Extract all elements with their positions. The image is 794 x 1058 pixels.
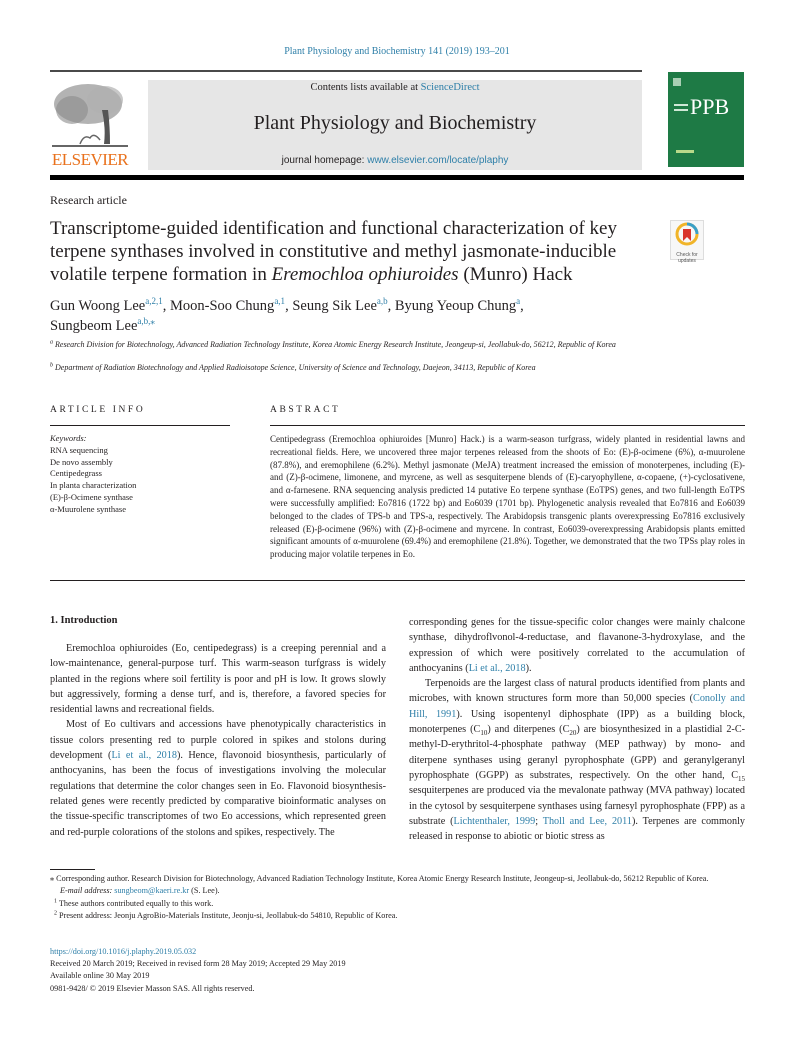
elsevier-wordmark: ELSEVIER [51, 150, 129, 169]
citation-link[interactable]: Conolly and Hill, 1991 [409, 693, 745, 720]
cover-footer-mark [676, 150, 694, 153]
section-heading-introduction: 1. Introduction [50, 615, 118, 626]
journal-homepage [148, 155, 642, 166]
footnote-email: E-mail address: sungbeom@kaeri.re.kr (S. Lee). [60, 886, 220, 896]
available-online: Available online 30 May 2019 [50, 971, 150, 981]
author[interactable]: Gun Woong Lee$^{a,2,1}$ [50, 296, 163, 314]
author[interactable]: Byung Yeoup Chung$^a$ [394, 296, 521, 314]
footnote-rule [50, 869, 95, 870]
title-text: Transcriptome-guided identification and functional characterization of key terpene synthases involved in constitutive and methyl jasmonate-inducible volatile terpene formation in [50, 218, 617, 285]
article-info-rule [50, 425, 230, 426]
cover-publisher-mark [673, 78, 681, 86]
author[interactable]: Sungbeom Lee$^{a,b,⁎}$ [50, 316, 155, 334]
author[interactable]: Moon-Soo Chung$^{a,1}$ [169, 296, 286, 314]
footnote-2: $^2$ Present address: Jeonju AgroBio-Materials Institute, Jeonju-si, Jeollabuk-do 54810, Republic of Korea. [54, 910, 398, 921]
keywords-label: Keywords: [50, 433, 87, 443]
footnote-corresponding: ⁎ Corresponding author. Research Division for Biotechnology, Advanced Radiation Technology Institute, Korea Atomic Energy Research Institute, Jeongeup-si, Jeollabuk-do, 56212 Republic of Korea. [50, 874, 709, 883]
abstract-bottom-rule [50, 580, 745, 581]
check-for-updates-button[interactable] [670, 220, 704, 264]
keyword: α-Muurolene synthase [50, 503, 126, 514]
affiliation-b: $^b$ Department of Radiation Biotechnology and Applied Radioisotope Science, University of Science and Technology, Daejeon, 34113, Republic of Korea [50, 362, 536, 372]
doi-link[interactable]: https://doi.org/10.1016/j.plaphy.2019.05.032 [50, 947, 197, 956]
sciencedirect-link[interactable]: ScienceDirect [420, 82, 480, 93]
footnote-1: $^1$ These authors contributed equally to this work. [54, 898, 214, 908]
contents-line [148, 82, 642, 93]
intro-left-column [50, 641, 386, 840]
homepage-prefix: journal homepage: [281, 155, 368, 166]
title-species: Eremochloa ophiuroides [271, 264, 459, 285]
journal-title: Plant Physiology and Biochemistry [253, 112, 537, 134]
copyright: 0981-9428/ © 2019 Elsevier Masson SAS. All rights reserved. [50, 983, 255, 993]
contents-prefix: Contents lists available at [310, 82, 421, 93]
keyword: In planta characterization [50, 480, 137, 491]
abstract-rule [270, 425, 745, 426]
crossmark-icon [671, 221, 703, 247]
journal-cover-thumbnail [668, 72, 744, 167]
citation-link[interactable]: Li et al., 2018 [468, 662, 526, 674]
masthead-top-rule [50, 70, 642, 72]
author[interactable]: Seung Sik Lee$^{a,b}$ [292, 296, 388, 314]
keyword: De novo assembly [50, 456, 113, 467]
abstract-text: Centipedegrass (Eremochloa ophiuroides [Munro] Hack.) is a warm-season turfgrass, widely planted in residential lawns and recreational fields. Here, we uncovered three major terpenes released from the shoots of Eo: (E)-β-ocimene (6%), α-muurolene (87.8%), and eremophilene (6.2%). Methyl jasmonate (MeJA) treatment increased the emission of monoterpenes, including (E)- and (Z)-β-ocimene, limonene, and myrcene, as well as sesquiterpene blends of (E)-caryophyllene, α-copaene, (+)-cyclosativene, and α-farnesene. RNA sequencing analysis predicted 14 putative Eo terpene synthase (EoTPS) genes, and two full-length EoTPS were successfully amplified: Eo7816 (1722 bp) and Eo6039 (1701 bp). Phylogenetic analysis revealed that Eo7816 and Eo6039 belonged to the clades of TPS-b and TPS-a, respectively. The Arabidopsis transgenic plants overexpressing Eo7816 exclusively released (E)-β-ocimene (96%) with (Z)-β-ocimene and myrcene. In contrast, Eo6039-overexpressing Arabidopsis plants emitted significant amounts of α-muurolene (69.4%) and eremophilene (21.8%). Together, we demonstrated that the two TPSs play roles in producing major volatile terpenes in Eo. [270, 434, 745, 560]
article-info-heading: ARTICLE INFO [50, 405, 146, 415]
citation-link[interactable]: Lichtenthaler, 1999 [453, 815, 536, 827]
citation-link[interactable]: Tholl and Lee, 2011 [542, 815, 632, 827]
keyword: (E)-β-Ocimene synthase [50, 491, 133, 502]
email-link[interactable]: sungbeom@kaeri.re.kr [114, 886, 190, 896]
running-head[interactable]: Plant Physiology and Biochemistry 141 (2019) 193–201 [284, 46, 510, 57]
keyword: RNA sequencing [50, 444, 108, 455]
intro-right-column [409, 615, 745, 844]
keyword: Centipedegrass [50, 468, 102, 479]
abstract-heading: ABSTRACT [270, 405, 341, 415]
intro-paragraph-2: Most of Eo cultivars and accessions have phenotypically characteristics in tissue colors presenting red to purple colored in spikes and stolons during development (Li et al., 2018). Hence, flavonoid biosynthesis, particularly of anthocyanins, has been the focus of investigations involving the molecular regulations that determine the color changes seen in Eo. Flavonoid biosynthesis-related genes were recently predicted by comparative bioinformatic analyses on the tissue-specific transcriptomes of two Eo accessions, which represented green and red-purple colorations of the stolons and spikes, respectively. The [50, 719, 386, 838]
masthead-bottom-rule [50, 175, 744, 180]
cover-subtitle-line [674, 104, 688, 106]
crossmark-label: Check for updates [676, 252, 698, 264]
article-meta [50, 946, 550, 995]
received-dates: Received 20 March 2019; Received in revised form 28 May 2019; Accepted 29 May 2019 [50, 959, 346, 969]
intro-paragraph-4: Terpenoids are the largest class of natural products identified from plants and microbes, with known structures form more than 50,000 species (Conolly and Hill, 1991). Using isopentenyl diphosphate (IPP) as a building block, monoterpenes $(C_{10})$ and diterpenes $(C_{20})$ are biosynthesized in a plastidial 2-C-methyl-D-erythritol-4-phosphate pathway (MEP pathway) by mono- and diterpene synthases using geranyl pyrophosphate (GPP) and geranylgeranyl pyrophosphate (GGPP) as substrates, respectively. On the other hand, $C_{15}$ sesquiterpenes are produced via the mevalonate pathway (MVA pathway) located in the cytosol by sesquiterpene synthases using farnesyl pyrophosphate (FPP) as a substrate (Lichtenthaler, 1999; Tholl and Lee, 2011). Terpenes are commonly released in response to abiotic or biotic stress as [409, 678, 746, 843]
cover-ppb-text: PPB [690, 94, 730, 119]
intro-paragraph-3: corresponding genes for the tissue-specific color changes were mainly chalcone synthase, dihydroflvonol-4-reductase, and flavanone-3-hydroxylase, and the expression of which were positively correlated to the accumulation of anthocyanins (Li et al., 2018). [409, 617, 745, 674]
intro-paragraph-1: Eremochloa ophiuroides (Eo, centipedegrass) is a creeping perennial and a low-maintenance, general-purpose turf. This warm-season turfgrass is widely planted in the regions where soil fertility is poor and pH is low. It grows slowly but aggressively, forming a dense turf, and is, therefore, a favored species for residential lawns and recreational fields. [50, 643, 386, 716]
article-type: Research article [50, 193, 127, 207]
title-text-end: (Munro) Hack [458, 264, 573, 285]
citation-link[interactable]: Li et al., 2018 [111, 750, 177, 762]
footnotes [50, 873, 755, 923]
author-list: Gun Woong Lee$^{a,2,1}$, Moon-Soo Chung$^{a,1}$, Seung Sik Lee$^{a,b}$, Byung Yeoup Chung$^a$, Sungbeom Lee$^{a,b,⁎}$ [50, 296, 524, 334]
cover-subtitle-line [674, 109, 688, 111]
homepage-link[interactable]: www.elsevier.com/locate/plaphy [367, 155, 509, 166]
keywords-list [50, 433, 230, 516]
affiliation-a: $^a$ Research Division for Biotechnology, Advanced Radiation Technology Institute, Korea Atomic Energy Research Institute, Jeongeup-si, Jeollabuk-do, 56212, Republic of Korea [50, 339, 616, 349]
article-title [50, 217, 660, 286]
